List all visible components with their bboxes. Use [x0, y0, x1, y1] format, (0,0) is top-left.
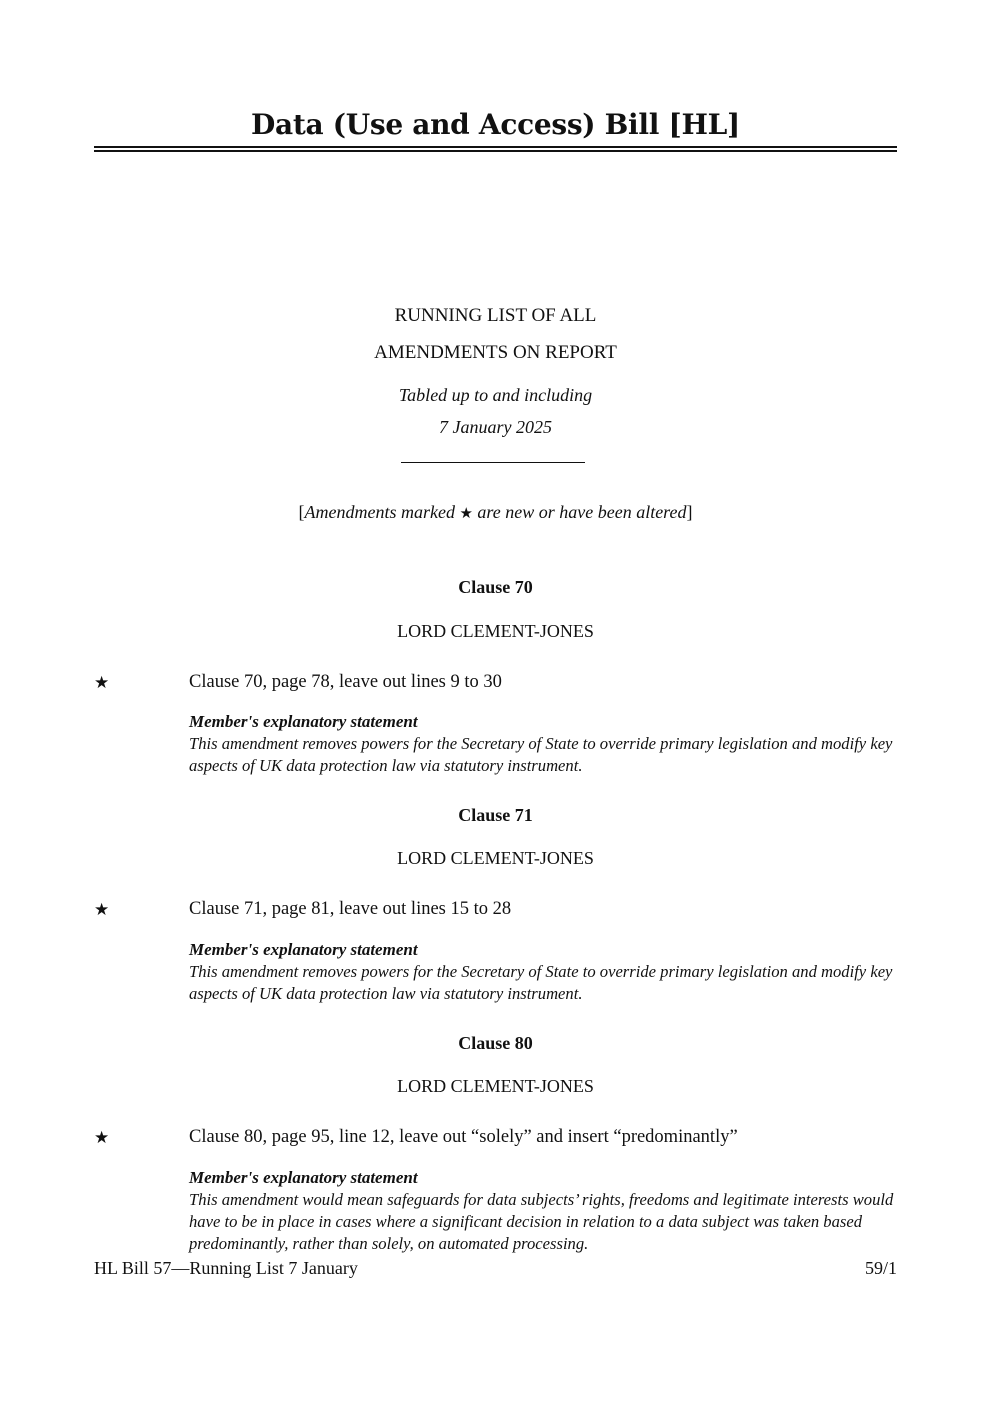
amendments-note: [0, 502, 991, 523]
note-text-before: Amendments marked: [304, 502, 455, 522]
explanatory-label: Member's explanatory statement: [189, 940, 418, 959]
footer-bill-reference: HL Bill 57—Running List 7 January: [94, 1258, 358, 1278]
explanatory-statement: [189, 711, 897, 777]
member-name: LORD CLEMENT-JONES: [397, 848, 594, 868]
page-title: Data (Use and Access) Bill [HL]: [251, 108, 740, 141]
title-double-rule: [94, 146, 897, 152]
note-text-after: are new or have been altered: [477, 502, 687, 522]
member-name: LORD CLEMENT-JONES: [397, 621, 594, 641]
amendment-text: Clause 80, page 95, line 12, leave out “solely” and insert “predominantly”: [189, 1127, 738, 1147]
clause-heading: Clause 80: [458, 1033, 533, 1053]
tabled-date: 7 January 2025: [439, 417, 552, 437]
new-amendment-star-icon: ★: [94, 900, 110, 920]
amendment-text: Clause 70, page 78, leave out lines 9 to 30: [189, 672, 502, 692]
explanatory-text: This amendment removes powers for the Secretary of State to override primary legislation and modify key aspects of UK data protection law via statutory instrument.: [189, 734, 893, 775]
clause-heading: Clause 70: [458, 577, 533, 597]
explanatory-text: This amendment would mean safeguards for data subjects’ rights, freedoms and legitimate interests would have to be in place in cases where a significant decision in relation to a data subject was taken based predominantly, rather than solely, on automated processing.: [189, 1190, 894, 1253]
heading-line-1: RUNNING LIST OF ALL: [394, 305, 597, 326]
explanatory-label: Member's explanatory statement: [189, 1168, 418, 1187]
explanatory-text: This amendment removes powers for the Secretary of State to override primary legislation and modify key aspects of UK data protection law via statutory instrument.: [189, 962, 893, 1003]
note-open-bracket: [: [298, 502, 305, 522]
explanatory-statement: [189, 1167, 897, 1255]
amendment-text: Clause 71, page 81, leave out lines 15 to 28: [189, 899, 512, 919]
short-divider: [401, 462, 585, 463]
new-amendment-star-icon: ★: [459, 504, 473, 522]
explanatory-label: Member's explanatory statement: [189, 712, 418, 731]
tabled-line-1: Tabled up to and including: [398, 385, 593, 405]
note-close-bracket: ]: [686, 502, 693, 522]
heading-line-2: AMENDMENTS ON REPORT: [374, 342, 617, 363]
member-name: LORD CLEMENT-JONES: [397, 1076, 594, 1096]
footer-page-number: 59/1: [864, 1258, 897, 1278]
explanatory-statement: [189, 939, 897, 1005]
new-amendment-star-icon: ★: [94, 1128, 110, 1148]
clause-heading: Clause 71: [458, 805, 533, 825]
new-amendment-star-icon: ★: [94, 673, 110, 693]
